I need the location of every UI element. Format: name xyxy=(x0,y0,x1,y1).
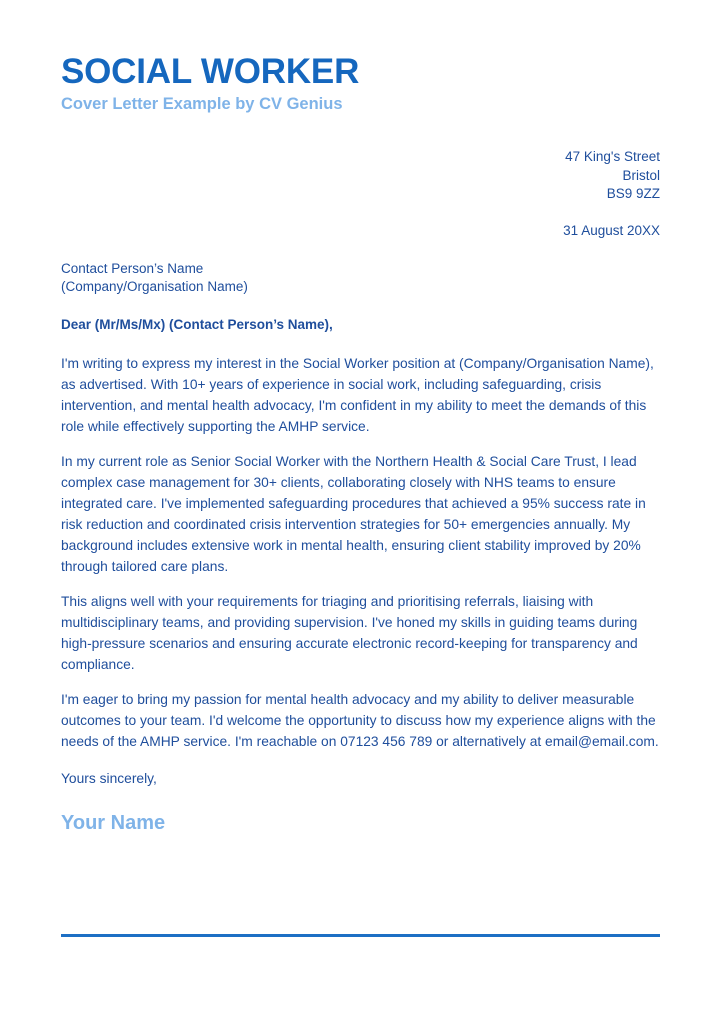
recipient-organisation: (Company/Organisation Name) xyxy=(61,279,248,294)
letter-content xyxy=(61,0,660,835)
salutation: Dear (Mr/Ms/Mx) (Contact Person’s Name), xyxy=(61,316,333,332)
footer-divider xyxy=(61,934,660,937)
letter-body xyxy=(61,353,660,752)
recipient-name: Contact Person’s Name xyxy=(61,260,204,276)
recipient-address-block xyxy=(61,260,660,297)
body-paragraph: I'm writing to express my interest in the Social Worker position at (Company/Organisation Name), as advertised. With 10+ years of experience in social work, including safeguarding, crisis intervention, and mental health advocacy, I'm confident in my ability to meet the demands of this role while effectively supporting the AMHP service. xyxy=(61,356,654,434)
sender-address-line: 47 King's Street xyxy=(565,149,660,164)
body-paragraph: I'm eager to bring my passion for mental health advocacy and my ability to deliver measurable outcomes to your team. I'd welcome the opportunity to discuss how my experience aligns with the needs of the AMHP service. I'm reachable on 07123 456 789 or alternatively at email@email.com. xyxy=(61,692,659,749)
sender-address-block xyxy=(61,148,660,241)
letter-date: 31 August 20XX xyxy=(563,223,660,238)
sender-address-line: Bristol xyxy=(622,167,660,183)
sender-address-line: BS9 9ZZ xyxy=(606,186,660,201)
body-paragraph: This aligns well with your requirements for triaging and prioritising referrals, liaising with multidisciplinary teams, and providing supervision. I've honed my skills in guiding teams during high-pressure scenarios and ensuring accurate electronic record-keeping for transparency and compliance. xyxy=(61,594,638,672)
valediction: Yours sincerely, xyxy=(61,771,157,786)
letter-header xyxy=(61,0,660,114)
page-subtitle: Cover Letter Example by CV Genius xyxy=(61,95,343,113)
signature-name: Your Name xyxy=(61,812,166,834)
body-paragraph: In my current role as Senior Social Worker with the Northern Health & Social Care Trust, I lead complex case management for 30+ clients, collaborating closely with NHS teams to ensure integrated care. I've implemented safeguarding procedures that achieved a 95% success rate in risk reduction and coordinated crisis intervention strategies for 50+ emergencies annually. My background includes extensive work in mental health, ensuring client stability improved by 20% through tailored care plans. xyxy=(61,454,646,574)
page-title: SOCIAL WORKER xyxy=(61,52,360,91)
